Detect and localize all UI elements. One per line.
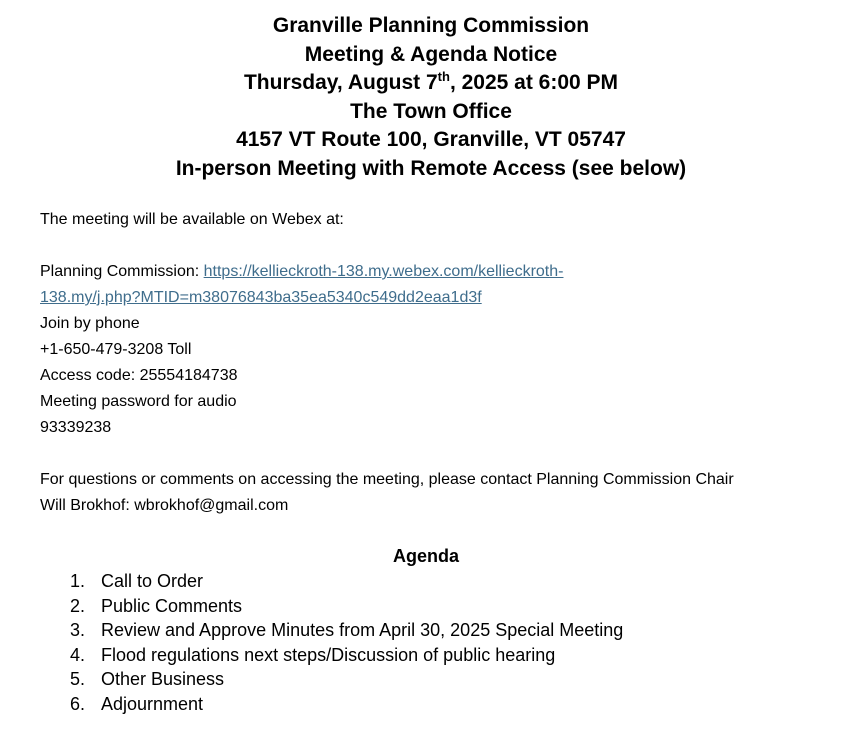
agenda-item-number: 4. xyxy=(70,644,86,665)
webex-link-line-2 xyxy=(40,285,830,311)
agenda-item xyxy=(0,692,623,717)
agenda-item-number: 2. xyxy=(70,595,86,616)
agenda-item xyxy=(0,569,623,594)
meeting-address: 4157 VT Route 100, Granville, VT 05747 xyxy=(236,128,626,151)
join-by-phone: Join by phone xyxy=(40,315,140,332)
notice-subtitle: Meeting & Agenda Notice xyxy=(304,42,558,66)
agenda-item-text: Review and Approve Minutes from April 30, 2025 Special Meeting xyxy=(101,620,624,641)
meeting-details xyxy=(40,207,830,519)
agenda-list xyxy=(0,569,623,717)
agenda-item xyxy=(0,618,623,643)
agenda-item-number: 3. xyxy=(70,620,86,641)
agenda-item-number: 1. xyxy=(70,571,86,591)
agenda-item-text: Flood regulations next steps/Discussion of public hearing xyxy=(101,644,556,665)
agenda-item xyxy=(0,643,623,668)
password-label: Meeting password for audio xyxy=(40,393,237,410)
webex-link-label: Planning Commission: xyxy=(40,263,204,280)
agenda-item-text: Public Comments xyxy=(101,595,243,616)
webex-link-continued[interactable]: 138.my/j.php?MTID=m38076843ba35ea5340c549dd2eaa1d3f xyxy=(40,289,482,306)
meeting-date-ordinal: th xyxy=(437,69,450,84)
agenda-item xyxy=(0,667,623,692)
meeting-date-rest: , 2025 at 6:00 PM xyxy=(449,71,619,94)
agenda-item-text: Adjournment xyxy=(101,693,204,714)
spacer xyxy=(40,233,830,259)
agenda-item-text: Other Business xyxy=(101,669,225,690)
meeting-date-prefix: Thursday, August 7 xyxy=(243,71,438,94)
meeting-location: The Town Office xyxy=(350,99,512,123)
notice-header xyxy=(0,12,848,183)
webex-intro: The meeting will be available on Webex at: xyxy=(40,211,344,228)
meeting-date xyxy=(0,69,848,98)
agenda-item xyxy=(0,594,623,619)
webex-link[interactable]: https://kellieckroth-138.my.webex.com/kellieckroth- xyxy=(203,263,564,280)
contact-line-2: Will Brokhof: wbrokhof@gmail.com xyxy=(40,497,289,514)
agenda-item-number: 6. xyxy=(70,693,86,714)
commission-title: Granville Planning Commission xyxy=(272,14,590,37)
agenda-title: Agenda xyxy=(392,546,459,566)
contact-line-1: For questions or comments on accessing the meeting, please contact Planning Commission Chair xyxy=(40,471,734,488)
access-code: Access code: 25554184738 xyxy=(40,367,238,384)
password-value: 93339238 xyxy=(40,419,112,436)
agenda-item-text: Call to Order xyxy=(101,571,204,591)
meeting-format: In-person Meeting with Remote Access (see below) xyxy=(175,156,687,180)
agenda-item-number: 5. xyxy=(70,669,86,690)
webex-link-line xyxy=(40,259,830,285)
spacer xyxy=(40,441,830,467)
phone-number: +1-650-479-3208 Toll xyxy=(40,341,192,358)
